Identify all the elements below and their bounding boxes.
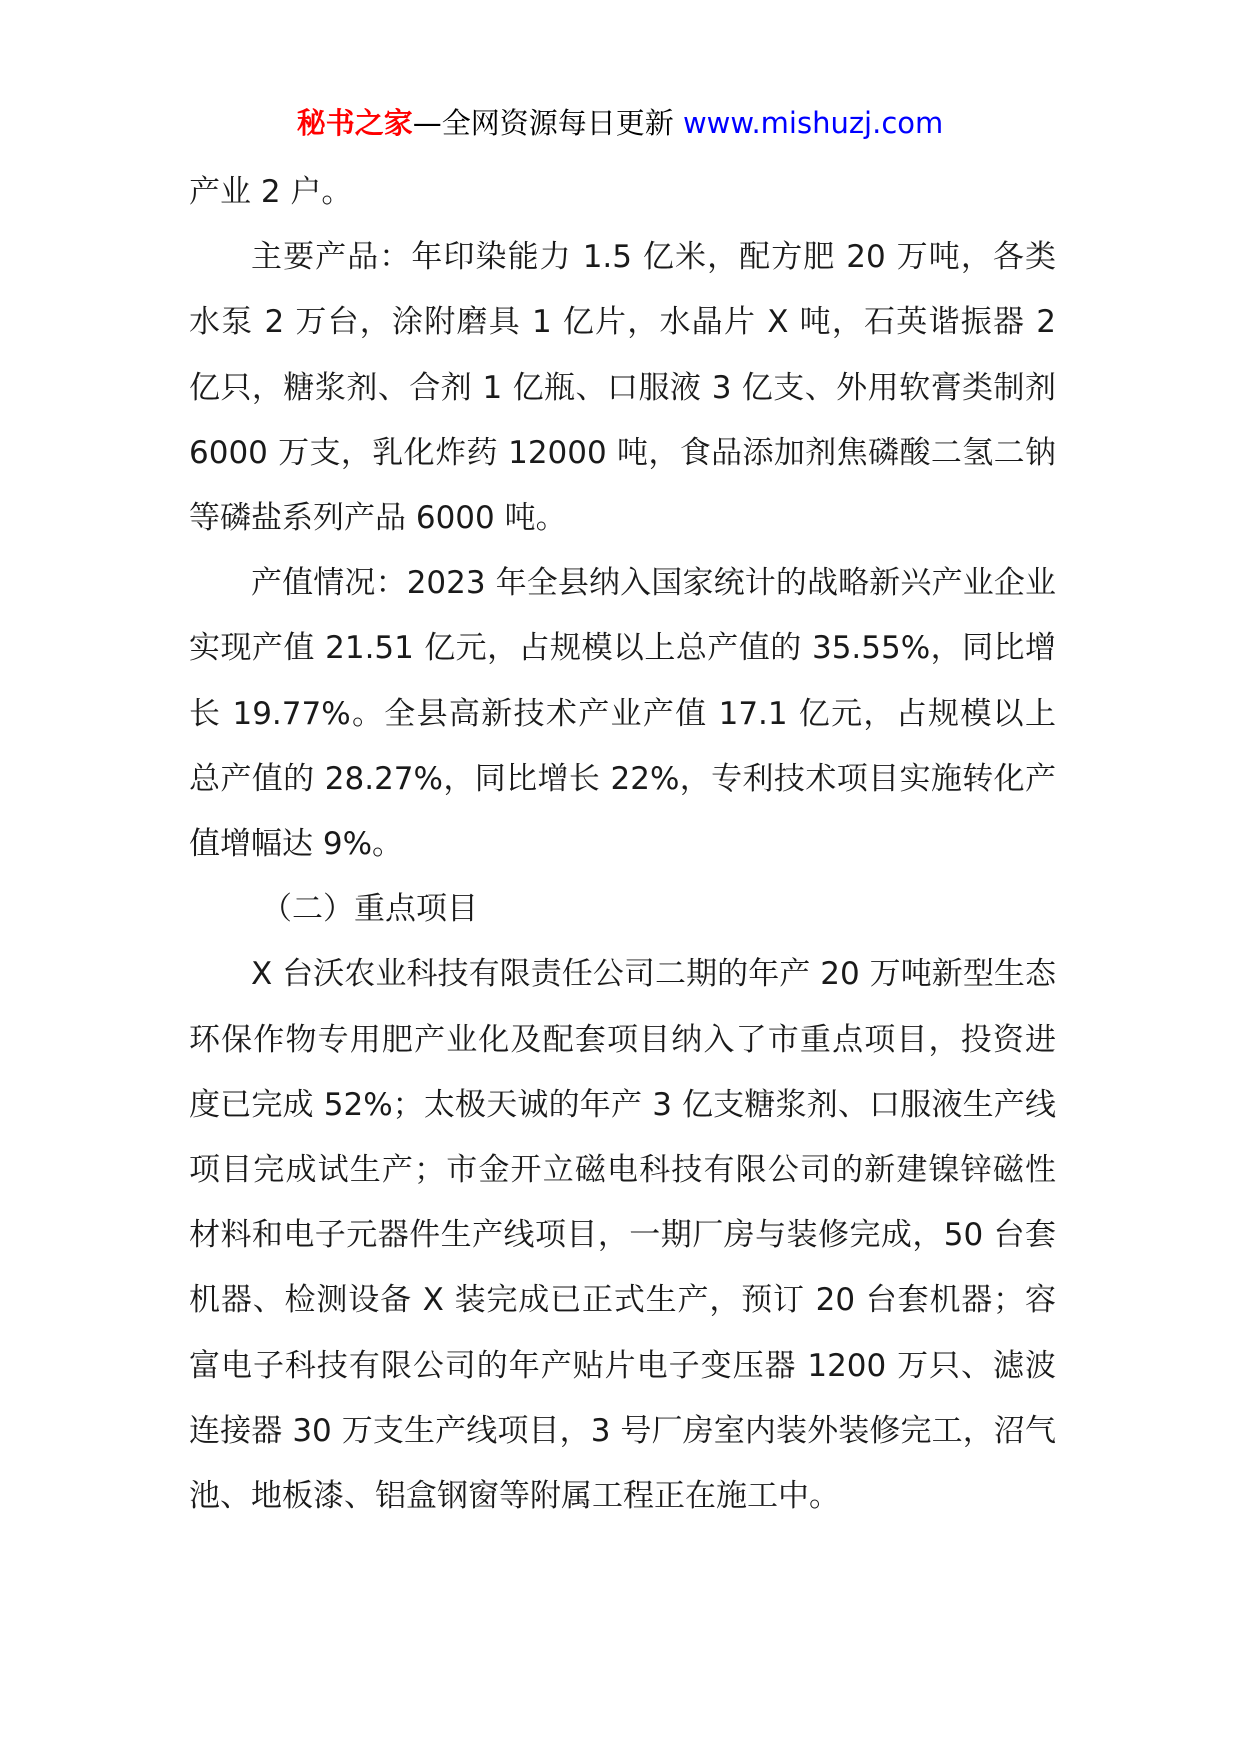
header-brand: 秘书之家 xyxy=(296,106,413,140)
document-body xyxy=(189,160,1056,1529)
header-tagline: —全网资源每日更新 xyxy=(412,106,674,140)
section-heading-key-projects: （二）重点项目 xyxy=(261,891,478,928)
paragraph-continuation: 产业 2 户。 xyxy=(189,174,353,210)
paragraph-key-projects: X 台沃农业科技有限责任公司二期的年产 20 万吨新型生态环保作物专用肥产业化及配套项目纳入了市重点项目，投资进度已完成 52%；太极天诚的年产 3 亿支糖浆剂、口服液生产线项目完成试生产；市金开立磁电科技有限公司的新建镍锌磁性材料和电子元器件生产线项目，一期厂房与装修完成，50 台套机器、检测设备 X 装完成已正式生产，预订 20 台套机器；容富电子科技有限公司的年产贴片电子变压器 1200 万只、滤波连接器 30 万支生产线项目，3 号厂房室内装外装修完工，沼气池、地板漆、铝盒钢窗等附属工程正在施工中。 xyxy=(189,956,1056,1515)
page-header xyxy=(0,103,1240,143)
paragraph-main-products: 主要产品：年印染能力 1.5 亿米，配方肥 20 万吨，各类水泵 2 万台，涂附磨具 1 亿片，水晶片 X 吨，石英谐振器 2 亿只，糖浆剂、合剂 1 亿瓶、口服液 3 亿支、外用软膏类制剂 6000 万支，乳化炸药 12000 吨，食品添加剂焦磷酸二氢二钠等磷盐系列产品 6000 吨。 xyxy=(189,239,1056,537)
header-url-link[interactable]: www.mishuzj.com xyxy=(682,106,944,140)
paragraph-output-value: 产值情况：2023 年全县纳入国家统计的战略新兴产业企业实现产值 21.51 亿元，占规模以上总产值的 35.55%，同比增长 19.77%。全县高新技术产业产值 17.1 亿元，占规模以上总产值的 28.27%，同比增长 22%，专利技术项目实施转化产值增幅达 9%。 xyxy=(189,565,1056,863)
